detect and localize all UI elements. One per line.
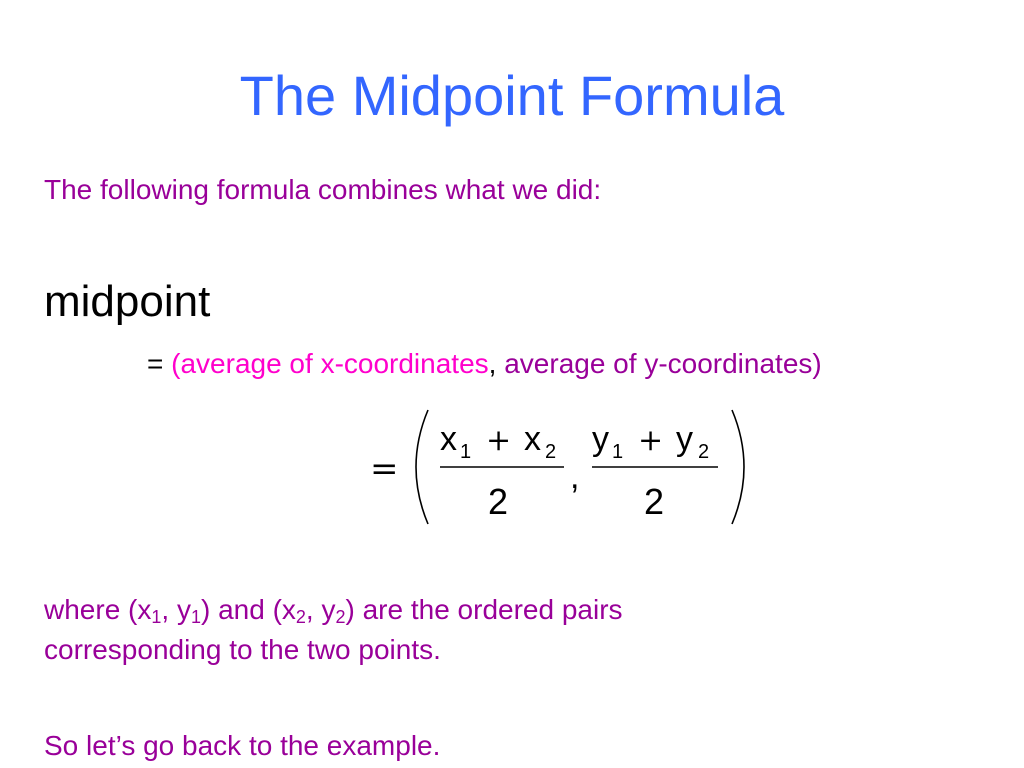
definition-comma: , — [488, 348, 497, 379]
formula-denominator-2: 2 — [644, 481, 665, 522]
formula-plus-1: + — [486, 423, 512, 458]
formula-equals: = — [370, 449, 399, 489]
midpoint-formula — [360, 404, 760, 530]
where-part-2: , y — [161, 594, 191, 625]
formula-x1-sub: 1 — [460, 441, 472, 463]
definition-equals: = — [147, 348, 164, 379]
where-part-5: ) are the ordered pairs — [345, 594, 623, 625]
where-part-4: , y — [305, 594, 336, 625]
where-sub-4: 2 — [335, 607, 346, 627]
definition-line — [147, 346, 822, 382]
intro-text: The following formula combines what we did: — [44, 174, 602, 205]
definition-average-x: average of x-coordinates — [180, 348, 489, 379]
formula-separator: , — [570, 458, 580, 496]
slide-title: The Midpoint Formula — [239, 64, 785, 127]
definition-open-paren: ( — [171, 348, 181, 379]
definition-average-y: average of y-coordinates) — [504, 348, 822, 379]
formula-left-paren — [416, 410, 428, 524]
formula-y1-sub: 1 — [612, 441, 624, 463]
formula-right-paren — [732, 410, 744, 524]
where-sub-3: 2 — [295, 607, 306, 627]
where-part-1: where (x — [44, 594, 152, 625]
formula-y1: y — [592, 420, 609, 458]
where-part-3: ) and (x — [200, 594, 296, 625]
formula-x1: x — [440, 420, 457, 458]
term-midpoint: midpoint — [44, 277, 211, 326]
formula-plus-2: + — [638, 423, 664, 458]
formula-y2: y — [676, 420, 693, 458]
formula-x2-sub: 2 — [545, 441, 557, 463]
outro-text: So let’s go back to the example. — [44, 730, 441, 761]
formula-denominator-1: 2 — [488, 481, 509, 522]
formula-y2-sub: 2 — [698, 441, 710, 463]
formula-graphic — [360, 404, 760, 530]
formula-x2: x — [524, 420, 541, 458]
where-sub-2: 1 — [190, 607, 201, 627]
where-line-2: corresponding to the two points. — [44, 634, 441, 665]
where-sub-1: 1 — [151, 607, 162, 627]
where-explanation — [44, 590, 623, 670]
